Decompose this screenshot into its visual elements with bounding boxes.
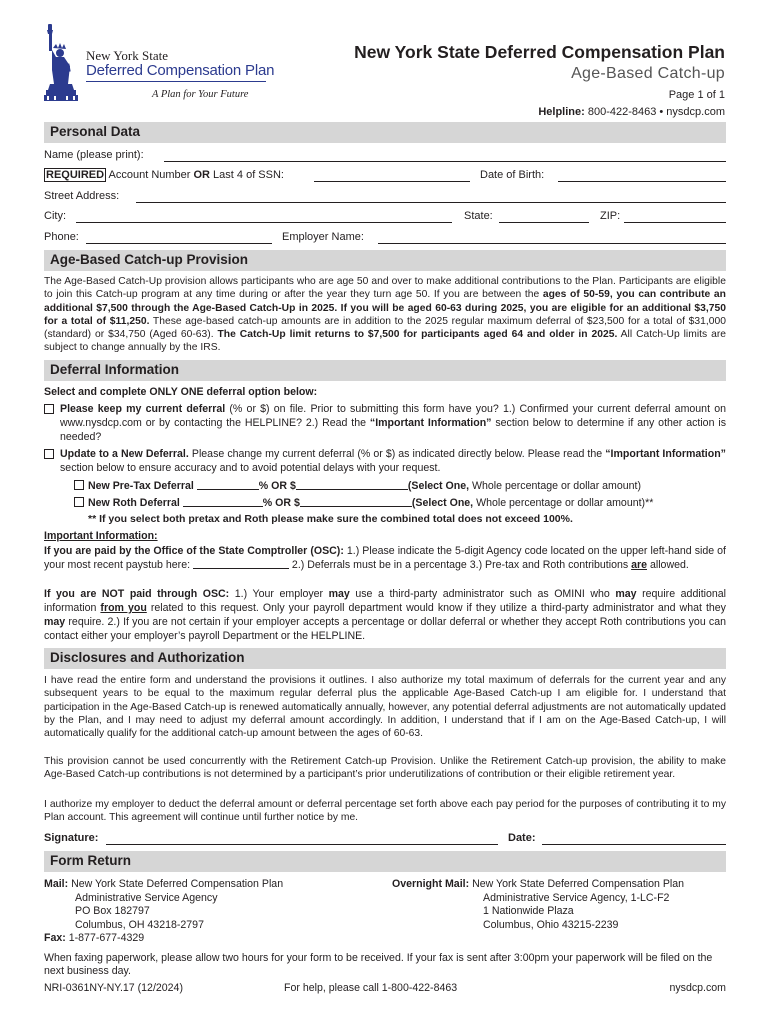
section-heading: Disclosures and Authorization [50,650,245,665]
disclosure-paragraph-1: I have read the entire form and understand the provisions it outlines. I also authorize my total maximum of deferrals for the current year and any subsequent years to be equal to the maximum regular deferral plus the applicable Age-Based Catch-up I am eligible for. I understand that participation in the Age-Based Catch-up is renewed automatically annually, however, any potential deferral adjustments are not automatically updated by the Plan, and I may need to adjust my deferral amount accordingly. In addition, I understand that if I am on the Age-Based Catch-up, I will automatically qualify for the additional catch-up amount between the ages of 60-63. [44,675,726,740]
section-heading: Deferral Information [50,362,180,377]
dob-label: Date of Birth: [480,169,545,181]
section-form-return [44,851,726,872]
section-personal-data [44,122,726,143]
section-deferral-information [44,360,726,381]
account-label: REQUIRED Account Number OR Last 4 of SSN: [46,169,284,181]
helpline-label: Helpline: [538,106,585,118]
combined-note: ** If you select both pretax and Roth please make sure the combined total does not exceed 100%. [88,513,573,525]
page-subtitle: Age-Based Catch-up [571,65,725,82]
phone-row [44,231,726,245]
pretax-row: New Pre-Tax Deferral % OR $ (Select One, Whole percentage or dollar amount) [74,479,726,493]
roth-checkbox[interactable] [74,497,84,507]
street-label: Street Address: [44,190,120,202]
section-catchup-provision [44,250,726,271]
pretax-label: New Pre-Tax Deferral [88,480,194,492]
employer-label: Employer Name: [282,231,364,243]
name-field[interactable] [164,161,726,162]
footer-site: nysdcp.com [669,982,726,994]
city-row [44,210,726,224]
new-deferral-text: Update to a New Deferral. Please change my current deferral (% or $) as indicated directly below. Please read the “Important Information” section below to ensure accuracy and to avoid potential delays with your request. [60,448,726,474]
roth-label: New Roth Deferral [88,497,180,509]
helpline-value: 800-422-8463 • nysdcp.com [587,106,725,118]
disclosure-paragraph-3: I authorize my employer to deduct the deferral amount or deferral percentage set forth above each pay period for the purposes of contributing it to my Plan account. This agreement will continue until further notice by me. [44,799,726,824]
state-label: State: [464,210,493,222]
disclosure-paragraph-2: This provision cannot be used concurrently with the Retirement Catch-up Provision. Unlike the Retirement Catch-up provision, the ability to make Age-Based Catch-up contributions is not determined by a participant’s prior underutilizations of contribution or their eligible retirement year. [44,756,726,781]
account-row [44,169,726,183]
dob-field[interactable] [558,181,726,182]
fax-number: 1-877-677-4329 [68,932,145,944]
provision-text: The Age-Based Catch-Up provision allows participants who are age 50 and over to make additional contributions to the Plan. Participants are eligible to join this Catch-up program at any time during or after the year they turn age 50. If you are between the ages of 50-59, you can contribute an additional $7,500 through the Age-Based Catch-Up in 2025. If you will be aged 60-63 during 2025, you are eligible for an additional $3,750 for a total of $11,250. These age-based catch-up amounts are in addition to the 2025 regular maximum deferral of $23,500 for a total of $31,000 (standard) or $34,750 (Aged 60-63). The Catch-Up limit returns to $7,500 for participants aged 64 and older in 2025. All Catch-Up limits are subject to change annually by the IRS. [44,276,727,354]
overnight-address: Overnight Mail: New York State Deferred Compensation Plan Administrative Service Agency, 1-LC-F2 1 Nationwide Plaza Columbus, Ohio 43215-2239 [392,878,685,931]
overnight-label: Overnight Mail: [392,878,470,890]
street-row [44,190,726,204]
statue-of-liberty-icon [40,22,86,104]
logo-line1: New York State [86,48,168,63]
name-row [44,149,726,163]
logo-rule [86,81,266,82]
name-label: Name (please print): [44,149,144,161]
section-disclosures [44,648,726,669]
logo-line2: Deferred Compensation Plan [86,62,275,79]
section-heading: Personal Data [50,124,141,139]
form-code: NRI-0361NY-NY.17 (12/2024) [44,982,183,994]
important-information-heading: Important Information: [44,530,158,542]
city-field[interactable] [76,222,452,223]
street-field[interactable] [136,202,726,203]
header-title-block [354,42,725,118]
required-tag: REQUIRED [46,169,105,181]
state-field[interactable] [499,222,589,223]
phone-label: Phone: [44,231,79,243]
keep-current-text: Please keep my current deferral (% or $) on file. Prior to submitting this form have you? 1.) Confirmed your current deferral amount on www.nysdcp.com or by contacting the HELPLINE? 2.) Read the “Important Information” section below to determine if any other action is needed? [60,403,726,443]
mail-label: Mail: [44,878,69,890]
mail-address: Mail: New York State Deferred Compensation Plan Administrative Service Agency PO Box 182797 Columbus, OH 43218-2797 Fax: 1-877-677-4329 [44,878,284,944]
page-number: Page 1 of 1 [668,89,725,101]
city-label: City: [44,210,66,222]
keep-current-checkbox[interactable] [44,404,54,414]
date-label: Date: [508,832,536,844]
zip-field[interactable] [624,222,726,223]
signature-row [44,832,726,846]
section-heading: Age-Based Catch-up Provision [50,252,249,267]
zip-label: ZIP: [600,210,621,222]
page-title: New York State Deferred Compensation Plan [354,42,725,62]
agency-code-field[interactable] [193,559,289,569]
footer-help: For help, please call 1-800-422-8463 [284,982,458,994]
fax-note: When faxing paperwork, please allow two hours for your form to be received. If your fax is sent after 3:00pm your paperwork will be filed on the next business day. [44,952,713,977]
nysdcp-logo [40,22,280,104]
roth-percent-field[interactable] [183,497,263,507]
signature-label: Signature: [44,832,99,844]
section-heading: Form Return [50,853,131,868]
new-deferral-checkbox[interactable] [44,449,54,459]
phone-field[interactable] [86,243,272,244]
account-field[interactable] [314,181,470,182]
pretax-percent-field[interactable] [197,480,259,490]
employer-field[interactable] [378,243,726,244]
helpline [354,106,725,118]
osc-paragraph: If you are paid by the Office of the State Comptroller (OSC): 1.) Please indicate the 5-digit Agency code located on the upper left-hand side of your most recent paystub here: 2.) Deferrals must be in a percentage 3.) Pre-tax and Roth contributions are allowed. [44,545,726,571]
pretax-checkbox[interactable] [74,480,84,490]
logo-tagline: A Plan for Your Future [152,89,249,100]
date-field[interactable] [542,844,726,845]
non-osc-paragraph: If you are NOT paid through OSC: 1.) Your employer may use a third-party administrator such as OMINI who may require additional information from you related to this request. Only your payroll department would know if they utilize a third-party administrator and what they may require. 2.) If you are not certain if your employer accepts a percentage or dollar deferral or whether they accept Roth contributions you can contact either your employer’s payroll Department or the HELPLINE. [44,588,727,642]
roth-dollar-field[interactable] [300,497,412,507]
roth-row: New Roth Deferral % OR $ (Select One, Whole percentage or dollar amount)** [74,496,726,510]
fax-label: Fax: [44,932,66,944]
pretax-dollar-field[interactable] [296,480,408,490]
signature-field[interactable] [106,844,498,845]
select-instruction: Select and complete ONLY ONE deferral option below: [44,386,318,398]
